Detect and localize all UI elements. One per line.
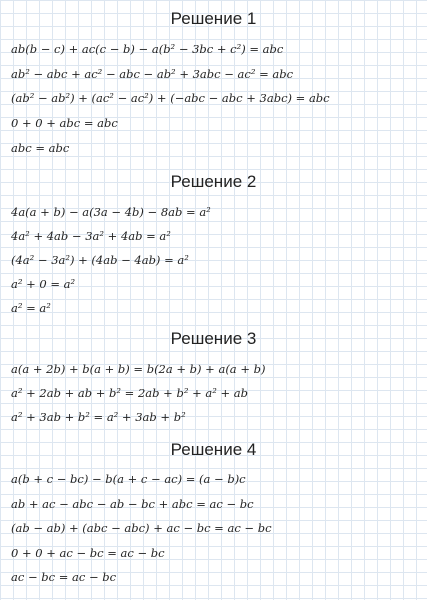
- solution-1-line-1: ab(b − c) + ac(c − b) − a(b² − 3bc + c²) = abc: [11, 42, 284, 56]
- solution-2-line-2: 4a² + 4ab − 3a² + 4ab = a²: [11, 229, 171, 243]
- solution-2-heading: Решение 2: [170, 172, 257, 191]
- solution-3-line-1: a(a + 2b) + b(a + b) = b(2a + b) + a(a + b): [11, 362, 266, 376]
- solution-2-line-5: a² = a²: [11, 301, 51, 315]
- solution-4-line-4: 0 + 0 + ac − bc = ac − bc: [11, 546, 165, 560]
- solution-3-line-3: a² + 3ab + b² = a² + 3ab + b²: [11, 410, 186, 424]
- solution-4-line-1: a(b + c − bc) − b(a + c − ac) = (a − b)c: [11, 472, 246, 486]
- solution-1-line-4: 0 + 0 + abc = abc: [11, 116, 118, 130]
- solution-2-line-1: 4a(a + b) − a(3a − 4b) − 8ab = a²: [11, 205, 211, 219]
- solution-1-line-2: ab² − abc + ac² − abc − ab² + 3abc − ac² = abc: [11, 67, 294, 81]
- solution-1-heading: Решение 1: [170, 9, 257, 28]
- solution-3-heading: Решение 3: [170, 329, 257, 348]
- solution-4: [0, 439, 427, 461]
- solution-1: [0, 8, 427, 30]
- solution-4-line-5: ac − bc = ac − bc: [11, 570, 117, 584]
- solution-1-line-5: abc = abc: [11, 141, 70, 155]
- solution-2: [0, 171, 427, 193]
- solution-4-line-3: (ab − ab) + (abc − abc) + ac − bc = ac − bc: [11, 521, 272, 535]
- solution-3-line-2: a² + 2ab + ab + b² = 2ab + b² + a² + ab: [11, 386, 249, 400]
- solution-4-line-2: ab + ac − abc − ab − bc + abc = ac − bc: [11, 497, 254, 511]
- solution-3: [0, 328, 427, 350]
- solution-1-line-3: (ab² − ab²) + (ac² − ac²) + (−abc − abc + 3abc) = abc: [11, 91, 330, 105]
- solution-4-heading: Решение 4: [170, 440, 257, 459]
- solution-2-line-4: a² + 0 = a²: [11, 277, 76, 291]
- solution-2-line-3: (4a² − 3a²) + (4ab − 4ab) = a²: [11, 253, 189, 267]
